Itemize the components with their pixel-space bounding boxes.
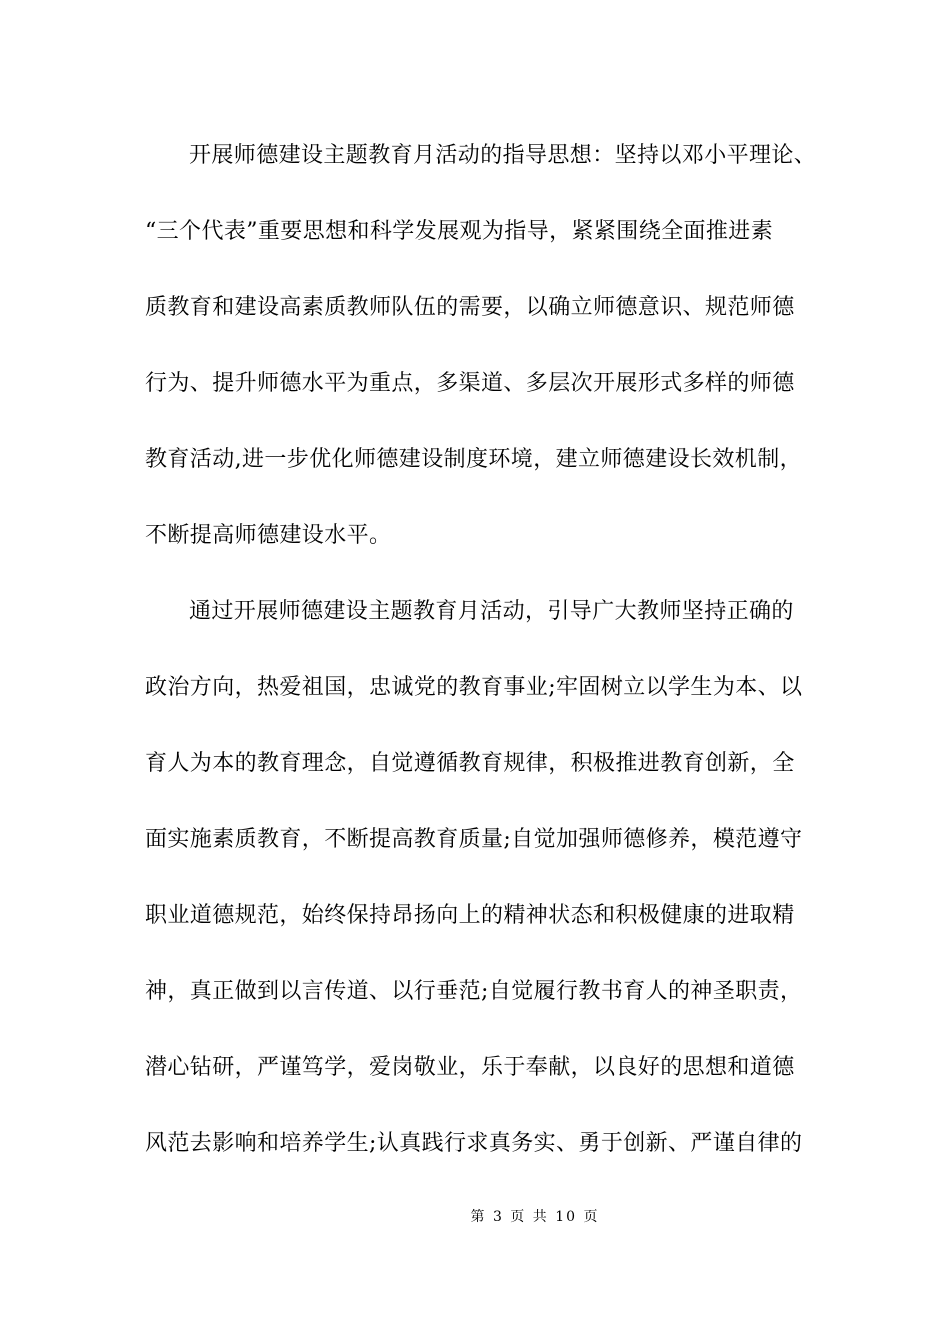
paragraph-1-line-5: 教育活动,进一步优化师德建设制度环境，建立师德建设长效机制， bbox=[145, 447, 802, 472]
paragraph-1-line-2: “三个代表”重要思想和科学发展观为指导，紧紧围绕全面推进素 bbox=[145, 219, 774, 244]
paragraph-2-line-1: 通过开展师德建设主题教育月活动，引导广大教师坚持正确的 bbox=[189, 599, 794, 624]
paragraph-1-line-6: 不断提高师德建设水平。 bbox=[145, 523, 392, 548]
paragraph-2-line-5: 职业道德规范，始终保持昂扬向上的精神状态和积极健康的进取精 bbox=[145, 903, 795, 928]
paragraph-2-line-2: 政治方向，热爱祖国，忠诚党的教育事业;牢固树立以学生为本、以 bbox=[145, 675, 803, 700]
paragraph-1-line-3: 质教育和建设高素质教师队伍的需要，以确立师德意识、规范师德 bbox=[145, 295, 795, 320]
document-body bbox=[145, 128, 815, 1192]
paragraph-2-line-6: 神，真正做到以言传道、以行垂范;自觉履行教书育人的神圣职责， bbox=[145, 979, 803, 1004]
paragraph-1-line-1: 开展师德建设主题教育月活动的指导思想：坚持以邓小平理论、 bbox=[189, 143, 817, 168]
paragraph-2-line-7: 潜心钻研，严谨笃学，爱岗敬业，乐于奉献，以良好的思想和道德 bbox=[145, 1055, 795, 1080]
paragraph-2-line-8: 风范去影响和培养学生;认真践行求真务实、勇于创新、严谨自律的 bbox=[145, 1131, 803, 1156]
paragraph-2-line-4: 面实施素质教育，不断提高教育质量;自觉加强师德修养，模范遵守 bbox=[145, 827, 803, 852]
paragraph-2-line-3: 育人为本的教育理念，自觉遵循教育规律，积极推进教育创新，全 bbox=[145, 751, 795, 776]
paragraph-1-line-4: 行为、提升师德水平为重点，多渠道、多层次开展形式多样的师德 bbox=[145, 371, 795, 396]
page-number-footer: 第 3 页 共 10 页 bbox=[470, 1209, 600, 1225]
